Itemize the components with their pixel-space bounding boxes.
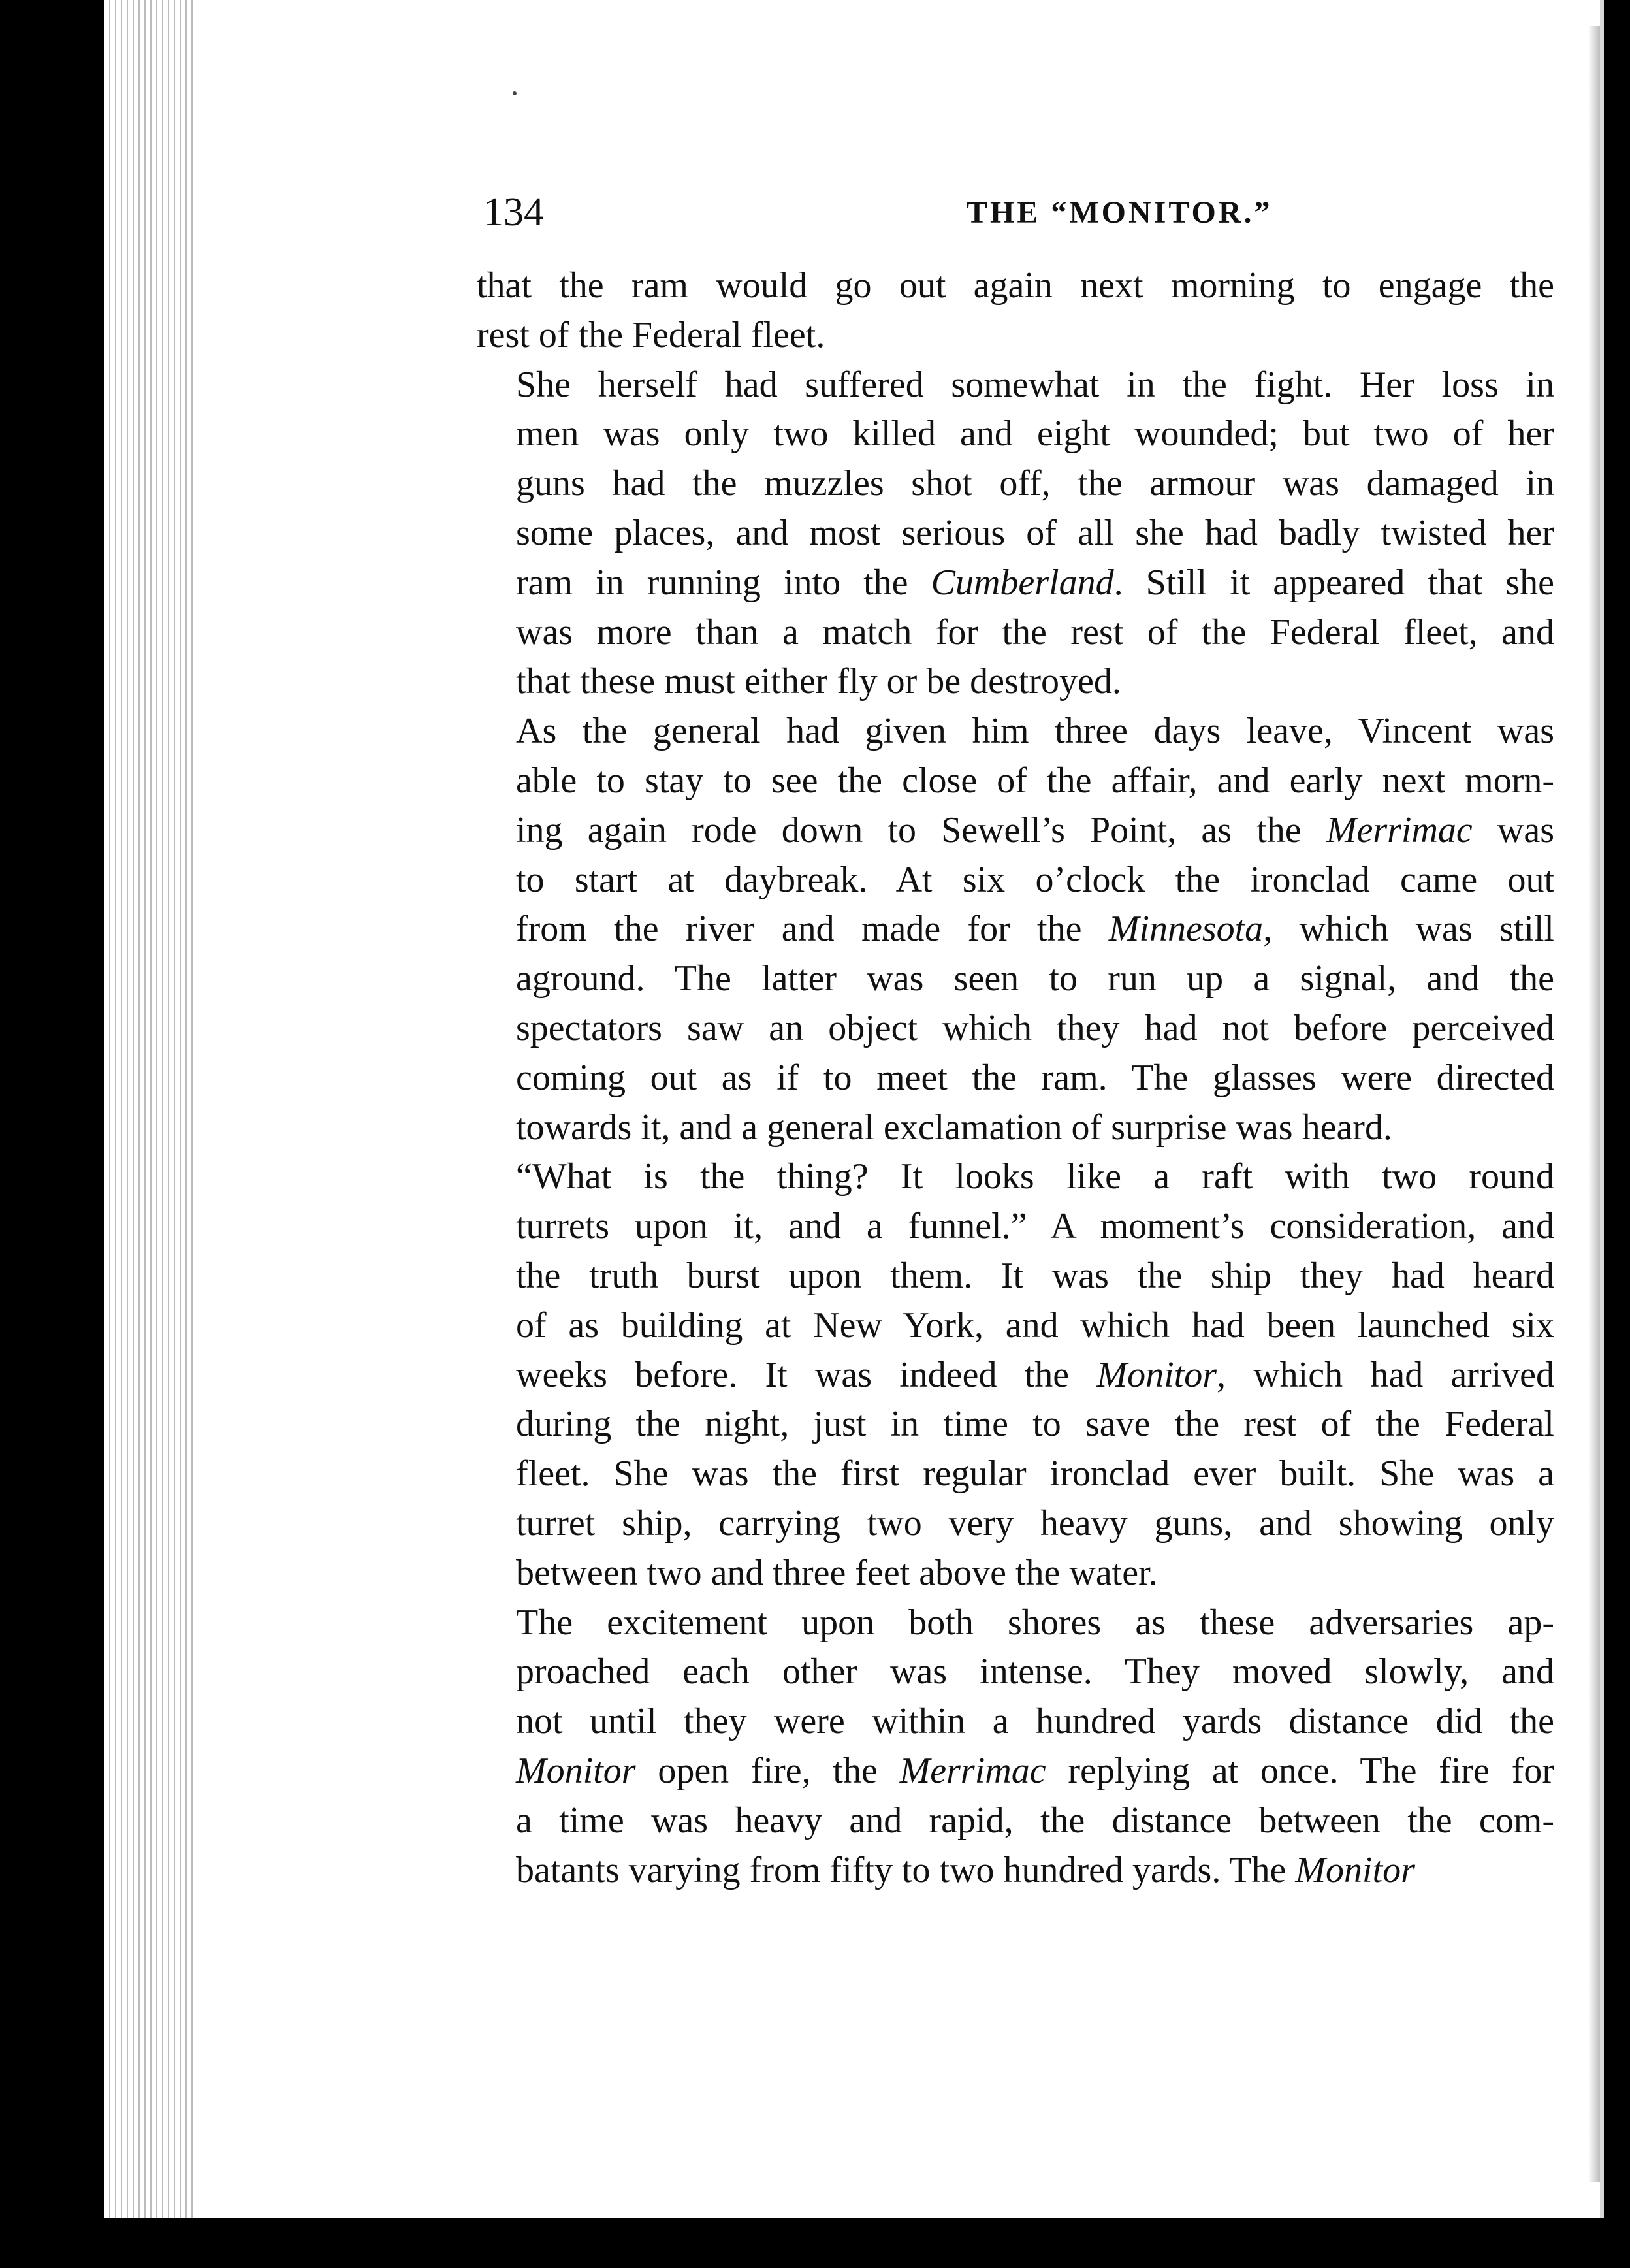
text-line: that the ram would go out again next morning to engage the <box>477 265 1554 306</box>
text-line: not until they were within a hundred yards distance did the <box>516 1701 1554 1742</box>
text-line: turrets upon it, and a funnel.” A moment’s consideration, and <box>516 1206 1554 1247</box>
text-line: “What is the thing? It looks like a raft with two round <box>516 1156 1554 1197</box>
text-line: coming out as if to meet the ram. The glasses were directed <box>516 1057 1554 1098</box>
text-line: spectators saw an object which they had not before perceived <box>516 1007 1554 1048</box>
text-line: ram in running into the Cumberland. Still it appeared that she <box>516 562 1555 603</box>
body-text <box>477 261 1554 1895</box>
paragraph <box>477 707 1554 1152</box>
text-line: turret ship, carrying two very heavy guns, and showing only <box>516 1502 1554 1544</box>
text-line: The excitement upon both shores as these adversaries ap- <box>516 1602 1554 1643</box>
page-number: 134 <box>483 190 544 235</box>
text-line: between two and three feet above the water. <box>516 1552 1158 1593</box>
speck <box>513 91 517 95</box>
text-line: to start at daybreak. At six o’clock the ironclad came out <box>516 859 1554 900</box>
paragraph <box>477 1598 1554 1896</box>
text-line: Monitor open fire, the Merrimac replying at once. The fire for <box>516 1750 1554 1791</box>
text-line: men was only two killed and eight wounded; but two of her <box>516 413 1554 455</box>
text-line: guns had the muzzles shot off, the armour was damaged in <box>516 463 1554 504</box>
text-line: some places, and most serious of all she had badly twisted her <box>516 512 1554 553</box>
text-line: from the river and made for the Minnesota, which was still <box>516 909 1554 950</box>
page-header <box>287 189 1567 242</box>
paragraph <box>477 261 1554 361</box>
text-line: batants varying from fifty to two hundred yards. The Monitor <box>516 1849 1415 1890</box>
text-line: towards it, and a general exclamation of surprise was heard. <box>516 1107 1392 1148</box>
book-page-edges <box>104 0 209 2218</box>
text-line: fleet. She was the first regular ironclad ever built. She was a <box>516 1453 1554 1495</box>
text-line: that these must either fly or be destroyed. <box>516 661 1121 702</box>
text-line: aground. The latter was seen to run up a signal, and the <box>516 958 1554 999</box>
text-line: ing again rode down to Sewell’s Point, as the Merrimac was <box>516 809 1555 850</box>
text-line: able to stay to see the close of the affair, and early next morn- <box>516 760 1554 801</box>
paragraph <box>477 1152 1554 1598</box>
text-line: during the night, just in time to save the rest of the Federal <box>516 1404 1554 1445</box>
text-line: rest of the Federal fleet. <box>477 314 825 355</box>
text-line: a time was heavy and rapid, the distance between the com- <box>516 1800 1554 1841</box>
paragraph <box>477 361 1554 707</box>
text-line: She herself had suffered somewhat in the fight. Her loss in <box>516 364 1554 405</box>
text-line: As the general had given him three days leave, Vincent was <box>516 711 1554 752</box>
page-gutter-shadow <box>1588 26 1600 2182</box>
text-line: proached each other was intense. They moved slowly, and <box>516 1651 1554 1693</box>
text-line: of as building at New York, and which had been launched six <box>516 1304 1554 1346</box>
text-line: the truth burst upon them. It was the ship they had heard <box>516 1255 1554 1296</box>
text-line: was more than a match for the rest of the Federal fleet, and <box>516 611 1554 653</box>
text-line: weeks before. It was indeed the Monitor, which had arrived <box>516 1354 1555 1395</box>
running-head: THE “MONITOR.” <box>967 195 1273 230</box>
